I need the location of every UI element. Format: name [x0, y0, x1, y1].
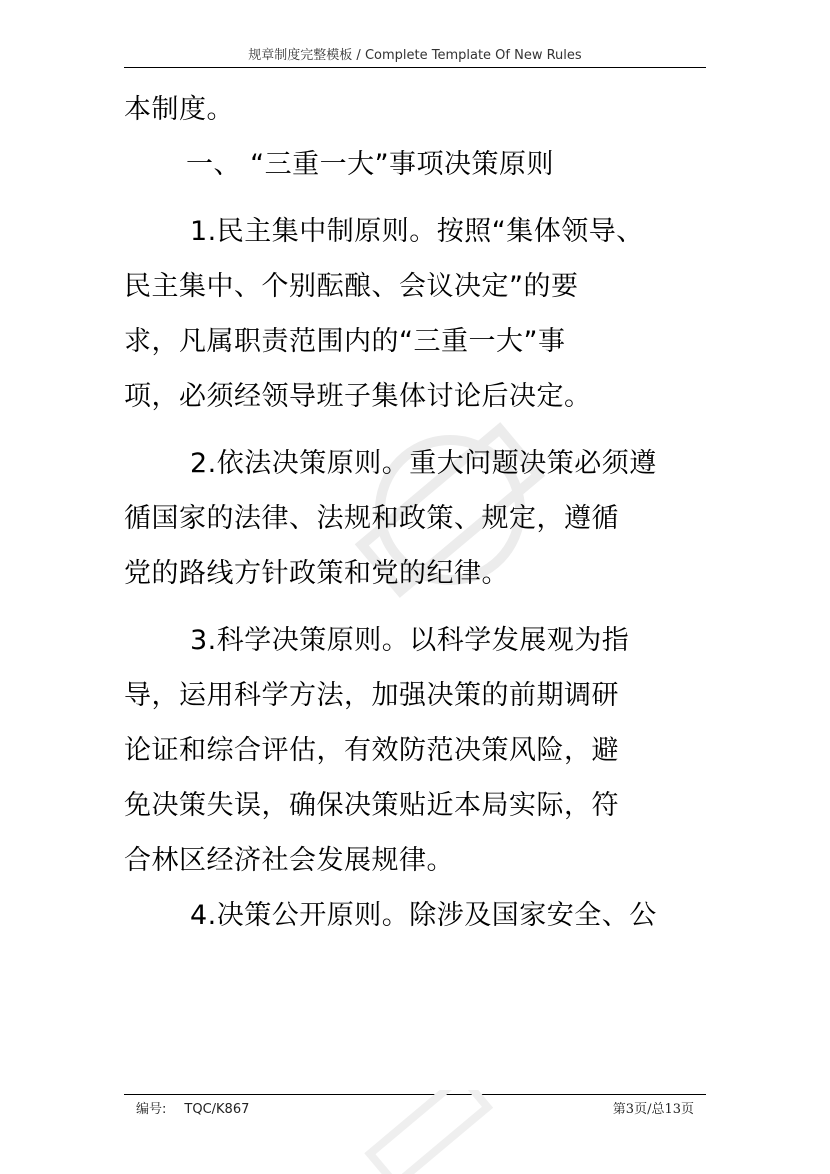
section-heading: 一、 “三重一大”事项决策原则 — [186, 149, 555, 180]
paragraph-spacer — [124, 192, 706, 204]
footer-divider — [124, 1094, 706, 1095]
body-line: 民主集中、个别酝酿、会议决定”的要 — [124, 271, 579, 302]
body-line: 免决策失误，确保决策贴近本局实际，符 — [124, 790, 619, 821]
body-line: 项，必须经领导班子集体讨论后决定。 — [124, 381, 592, 412]
page-number: 第3页/总13页 — [612, 1102, 694, 1117]
paragraph-spacer — [124, 601, 706, 613]
body-line: 1.民主集中制原则。按照“集体领导、 — [190, 216, 644, 247]
body-line: 导，运用科学方法，加强决策的前期调研 — [124, 680, 619, 711]
code-value: TQC/K867 — [184, 1102, 250, 1117]
code-label: 编号: — [136, 1102, 167, 1117]
page-header-title: 规章制度完整模板 / Complete Template Of New Rules — [248, 48, 582, 63]
body-line: 3.科学决策原则。以科学发展观为指 — [190, 625, 630, 656]
header-divider — [124, 67, 706, 68]
body-line: 合林区经济社会发展规律。 — [124, 845, 454, 876]
body-line: 党的路线方针政策和党的纪律。 — [124, 558, 509, 589]
body-line: 循国家的法律、法规和政策、规定，遵循 — [124, 503, 619, 534]
watermark-fragment — [330, 1090, 530, 1174]
document-code — [136, 1101, 249, 1119]
body-line: 本制度。 — [124, 94, 234, 125]
body-line: 求，凡属职责范围内的“三重一大”事 — [124, 326, 566, 357]
document-body — [124, 82, 706, 943]
body-line: 论证和综合评估，有效防范决策风险，避 — [124, 735, 619, 766]
paragraph-spacer — [124, 424, 706, 436]
body-line: 4.决策公开原则。除涉及国家安全、公 — [190, 900, 657, 931]
body-line: 2.依法决策原则。重大问题决策必须遵 — [190, 448, 657, 479]
